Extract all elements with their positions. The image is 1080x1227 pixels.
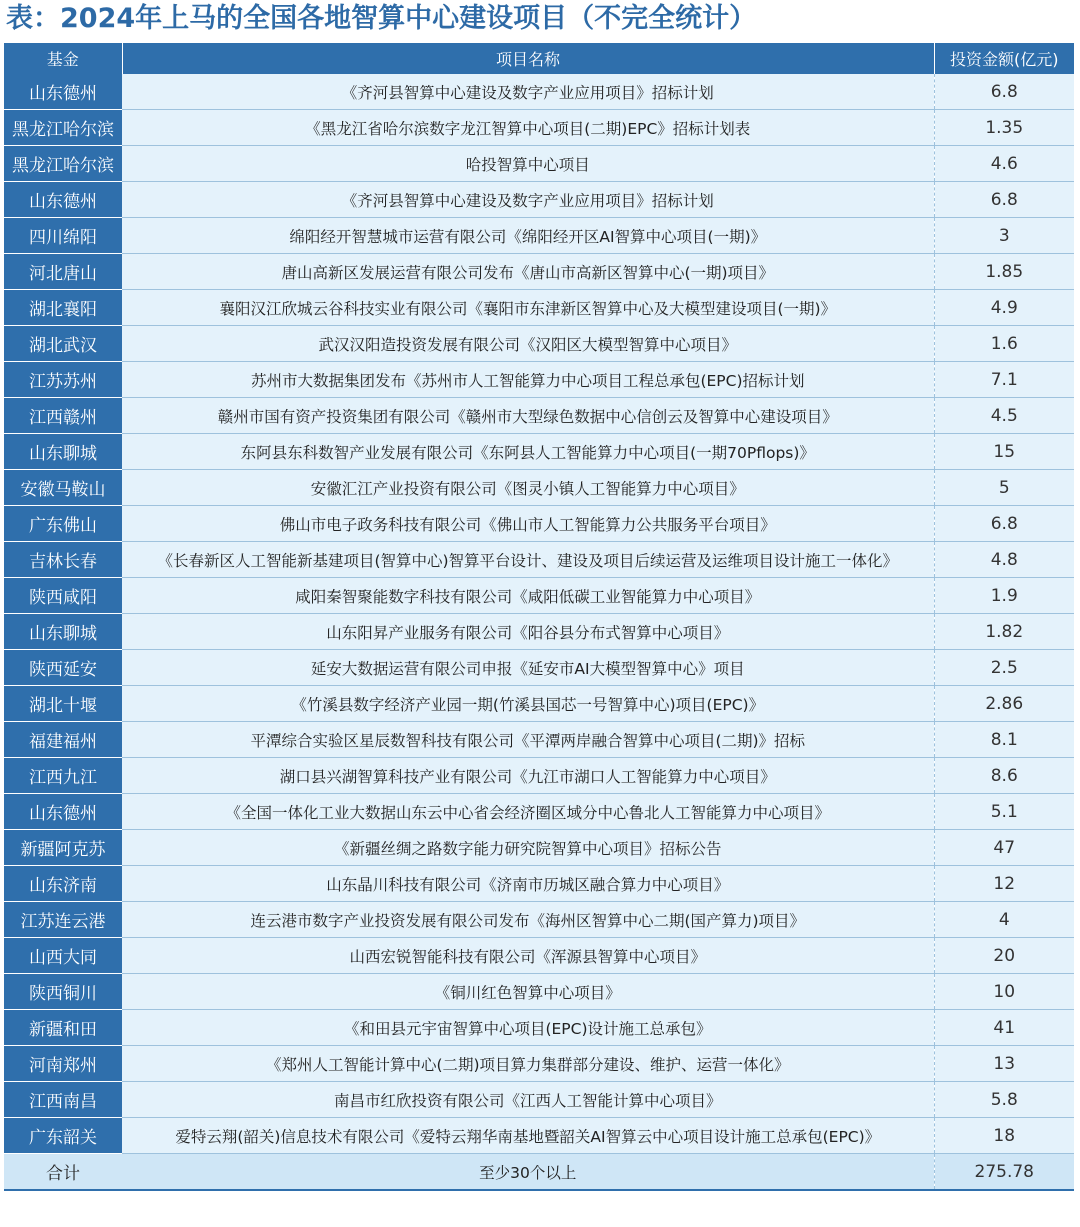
total-row	[4, 1154, 1074, 1191]
project-cell: 《竹溪县数字经济产业园一期(竹溪县国芯一号智算中心)项目(EPC)》	[122, 686, 934, 722]
amount-cell: 5	[934, 470, 1074, 506]
region-cell: 山东济南	[4, 866, 122, 902]
amount-cell: 13	[934, 1046, 1074, 1082]
table-row	[4, 470, 1074, 506]
table-row	[4, 398, 1074, 434]
amount-cell: 8.6	[934, 758, 1074, 794]
project-cell: 《长春新区人工智能新基建项目(智算中心)智算平台设计、建设及项目后续运营及运维项目设计施工一体化》	[122, 542, 934, 578]
project-cell: 连云港市数字产业投资发展有限公司发布《海州区智算中心二期(国产算力)项目》	[122, 902, 934, 938]
project-cell: 咸阳秦智聚能数字科技有限公司《咸阳低碳工业智能算力中心项目》	[122, 578, 934, 614]
table-row	[4, 146, 1074, 182]
project-cell: 平潭综合实验区星辰数智科技有限公司《平潭两岸融合智算中心项目(二期)》招标	[122, 722, 934, 758]
project-cell: 《黑龙江省哈尔滨数字龙江智算中心项目(二期)EPC》招标计划表	[122, 110, 934, 146]
amount-cell: 1.85	[934, 254, 1074, 290]
region-cell: 江西九江	[4, 758, 122, 794]
table-body	[4, 74, 1074, 1190]
project-cell: 佛山市电子政务科技有限公司《佛山市人工智能算力公共服务平台项目》	[122, 506, 934, 542]
table-row	[4, 1046, 1074, 1082]
table-row	[4, 830, 1074, 866]
amount-cell: 2.86	[934, 686, 1074, 722]
amount-cell: 4.6	[934, 146, 1074, 182]
amount-cell: 18	[934, 1118, 1074, 1154]
project-cell: 绵阳经开智慧城市运营有限公司《绵阳经开区AI智算中心项目(一期)》	[122, 218, 934, 254]
table-row	[4, 218, 1074, 254]
project-cell: 苏州市大数据集团发布《苏州市人工智能算力中心项目工程总承包(EPC)招标计划	[122, 362, 934, 398]
amount-cell: 6.8	[934, 182, 1074, 218]
region-cell: 安徽马鞍山	[4, 470, 122, 506]
amount-cell: 3	[934, 218, 1074, 254]
project-cell: 唐山高新区发展运营有限公司发布《唐山市高新区智算中心(一期)项目》	[122, 254, 934, 290]
amount-cell: 15	[934, 434, 1074, 470]
amount-cell: 1.35	[934, 110, 1074, 146]
project-cell: 襄阳汉江欣城云谷科技实业有限公司《襄阳市东津新区智算中心及大模型建设项目(一期)》	[122, 290, 934, 326]
table-row	[4, 758, 1074, 794]
project-cell: 湖口县兴湖智算科技产业有限公司《九江市湖口人工智能算力中心项目》	[122, 758, 934, 794]
amount-cell: 12	[934, 866, 1074, 902]
table-row	[4, 794, 1074, 830]
region-cell: 山东聊城	[4, 614, 122, 650]
region-cell: 湖北襄阳	[4, 290, 122, 326]
region-cell: 四川绵阳	[4, 218, 122, 254]
table-row	[4, 1118, 1074, 1154]
amount-cell: 8.1	[934, 722, 1074, 758]
amount-cell: 10	[934, 974, 1074, 1010]
table-row	[4, 650, 1074, 686]
table-header	[4, 43, 1074, 74]
project-cell: 山东阳昇产业服务有限公司《阳谷县分布式智算中心项目》	[122, 614, 934, 650]
project-cell: 《郑州人工智能计算中心(二期)项目算力集群部分建设、维护、运营一体化》	[122, 1046, 934, 1082]
region-cell: 山西大同	[4, 938, 122, 974]
table-row	[4, 182, 1074, 218]
project-cell: 安徽汇江产业投资有限公司《图灵小镇人工智能算力中心项目》	[122, 470, 934, 506]
region-cell: 广东韶关	[4, 1118, 122, 1154]
region-cell: 山东德州	[4, 182, 122, 218]
amount-cell: 41	[934, 1010, 1074, 1046]
amount-cell: 7.1	[934, 362, 1074, 398]
region-cell: 黑龙江哈尔滨	[4, 146, 122, 182]
project-cell: 赣州市国有资产投资集团有限公司《赣州市大型绿色数据中心信创云及智算中心建设项目》	[122, 398, 934, 434]
region-cell: 江西赣州	[4, 398, 122, 434]
project-cell: 山西宏锐智能科技有限公司《浑源县智算中心项目》	[122, 938, 934, 974]
project-cell: 《和田县元宇宙智算中心项目(EPC)设计施工总承包》	[122, 1010, 934, 1046]
column-header-project: 项目名称	[122, 43, 934, 74]
region-cell: 广东佛山	[4, 506, 122, 542]
project-cell: 东阿县东科数智产业发展有限公司《东阿县人工智能算力中心项目(一期70Pflops)》	[122, 434, 934, 470]
amount-cell: 5.1	[934, 794, 1074, 830]
amount-cell: 4	[934, 902, 1074, 938]
total-label: 合计	[4, 1154, 122, 1191]
table-row	[4, 938, 1074, 974]
table-row	[4, 686, 1074, 722]
region-cell: 湖北武汉	[4, 326, 122, 362]
table-row	[4, 74, 1074, 110]
region-cell: 河北唐山	[4, 254, 122, 290]
page-title: 表：2024年上马的全国各地智算中心建设项目（不完全统计）	[6, 3, 757, 34]
region-cell: 陕西铜川	[4, 974, 122, 1010]
table-row	[4, 614, 1074, 650]
project-cell: 哈投智算中心项目	[122, 146, 934, 182]
column-header-amount: 投资金额(亿元)	[934, 43, 1074, 74]
project-cell: 南昌市红欣投资有限公司《江西人工智能计算中心项目》	[122, 1082, 934, 1118]
region-cell: 福建福州	[4, 722, 122, 758]
table-row	[4, 866, 1074, 902]
total-project: 至少30个以上	[122, 1154, 934, 1191]
total-amount: 275.78	[934, 1154, 1074, 1191]
amount-cell: 4.9	[934, 290, 1074, 326]
table-row	[4, 434, 1074, 470]
project-cell: 《齐河县智算中心建设及数字产业应用项目》招标计划	[122, 74, 934, 110]
table-row	[4, 290, 1074, 326]
region-cell: 山东聊城	[4, 434, 122, 470]
table-row	[4, 1082, 1074, 1118]
region-cell: 吉林长春	[4, 542, 122, 578]
amount-cell: 1.6	[934, 326, 1074, 362]
amount-cell: 20	[934, 938, 1074, 974]
project-cell: 《新疆丝绸之路数字能力研究院智算中心项目》招标公告	[122, 830, 934, 866]
region-cell: 湖北十堰	[4, 686, 122, 722]
table-row	[4, 902, 1074, 938]
region-cell: 陕西咸阳	[4, 578, 122, 614]
projects-table	[4, 43, 1074, 1191]
table-row	[4, 542, 1074, 578]
project-cell: 武汉汉阳造投资发展有限公司《汉阳区大模型智算中心项目》	[122, 326, 934, 362]
region-cell: 河南郑州	[4, 1046, 122, 1082]
project-cell: 《齐河县智算中心建设及数字产业应用项目》招标计划	[122, 182, 934, 218]
region-cell: 山东德州	[4, 74, 122, 110]
region-cell: 江苏连云港	[4, 902, 122, 938]
amount-cell: 6.8	[934, 74, 1074, 110]
region-cell: 新疆阿克苏	[4, 830, 122, 866]
amount-cell: 1.82	[934, 614, 1074, 650]
table-row	[4, 110, 1074, 146]
header-row	[4, 43, 1074, 74]
region-cell: 黑龙江哈尔滨	[4, 110, 122, 146]
project-cell: 山东晶川科技有限公司《济南市历城区融合算力中心项目》	[122, 866, 934, 902]
project-cell: 爱特云翔(韶关)信息技术有限公司《爱特云翔华南基地暨韶关AI智算云中心项目设计施工总承包(EPC)》	[122, 1118, 934, 1154]
region-cell: 江苏苏州	[4, 362, 122, 398]
region-cell: 江西南昌	[4, 1082, 122, 1118]
region-cell: 陕西延安	[4, 650, 122, 686]
table-row	[4, 1010, 1074, 1046]
column-header-region: 基金	[4, 43, 122, 74]
project-cell: 延安大数据运营有限公司申报《延安市AI大模型智算中心》项目	[122, 650, 934, 686]
table-row	[4, 506, 1074, 542]
amount-cell: 4.5	[934, 398, 1074, 434]
amount-cell: 6.8	[934, 506, 1074, 542]
table-row	[4, 362, 1074, 398]
table-row	[4, 974, 1074, 1010]
amount-cell: 5.8	[934, 1082, 1074, 1118]
table-row	[4, 578, 1074, 614]
amount-cell: 2.5	[934, 650, 1074, 686]
table-row	[4, 326, 1074, 362]
amount-cell: 4.8	[934, 542, 1074, 578]
project-cell: 《全国一体化工业大数据山东云中心省会经济圈区域分中心鲁北人工智能算力中心项目》	[122, 794, 934, 830]
amount-cell: 47	[934, 830, 1074, 866]
table-row	[4, 722, 1074, 758]
amount-cell: 1.9	[934, 578, 1074, 614]
project-cell: 《铜川红色智算中心项目》	[122, 974, 934, 1010]
region-cell: 新疆和田	[4, 1010, 122, 1046]
table-row	[4, 254, 1074, 290]
region-cell: 山东德州	[4, 794, 122, 830]
